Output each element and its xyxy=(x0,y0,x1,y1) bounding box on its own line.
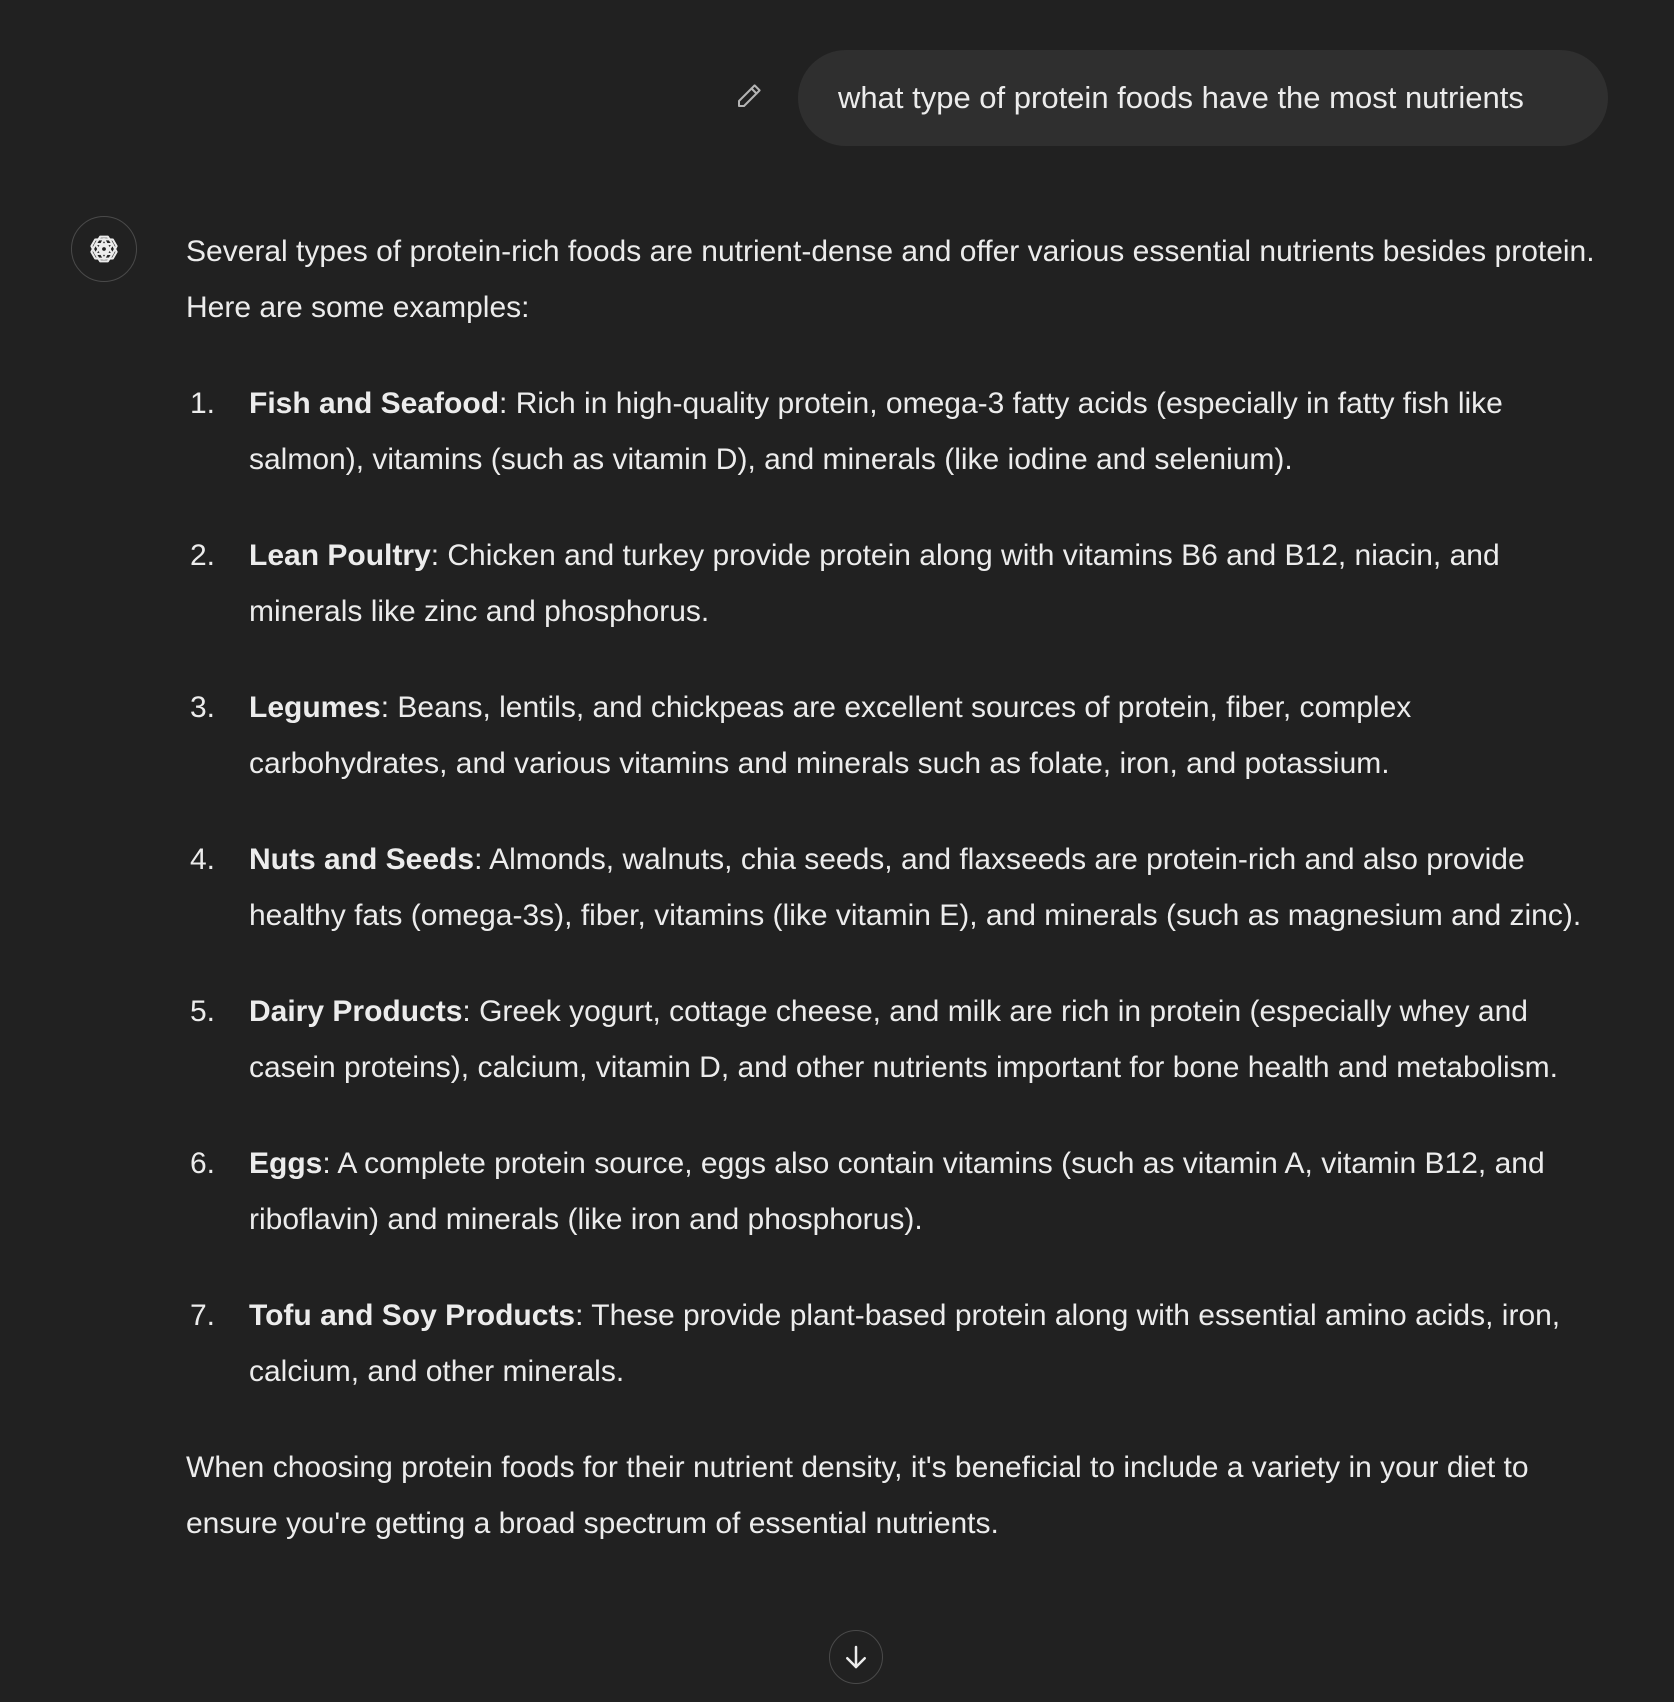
list-number: 4. xyxy=(190,843,216,876)
item-title: Dairy Products xyxy=(249,995,463,1028)
list-item xyxy=(186,528,1606,640)
openai-logo-icon xyxy=(85,230,123,268)
list-item xyxy=(186,680,1606,792)
item-text: : Rich in high-quality protein, omega-3 fatty acids (especially in fatty fish like salmon), vitamins (such as vitamin D), and minerals (like iodine and selenium). xyxy=(249,387,1503,476)
assistant-message xyxy=(186,224,1606,1552)
item-title: Nuts and Seeds xyxy=(249,843,475,876)
list-number: 2. xyxy=(190,539,216,572)
user-message-bubble xyxy=(798,50,1608,146)
assistant-avatar xyxy=(71,216,137,282)
item-title: Fish and Seafood xyxy=(249,387,500,420)
item-title: Legumes xyxy=(249,691,381,724)
edit-message-button[interactable] xyxy=(732,79,766,113)
arrow-down-icon xyxy=(841,1642,871,1672)
list-item xyxy=(186,1288,1606,1400)
user-message-text: what type of protein foods have the most nutrients xyxy=(838,80,1524,115)
item-text: : A complete protein source, eggs also contain vitamins (such as vitamin A, vitamin B12, and riboflavin) and minerals (like iron and phosphorus). xyxy=(249,1147,1545,1236)
list-number: 3. xyxy=(190,691,216,724)
item-text: : Beans, lentils, and chickpeas are excellent sources of protein, fiber, complex carbohydrates, and various vitamins and minerals such as folate, iron, and potassium. xyxy=(249,691,1412,780)
list-item xyxy=(186,832,1606,944)
item-title: Eggs xyxy=(249,1147,323,1180)
answer-outro: When choosing protein foods for their nutrient density, it's beneficial to include a variety in your diet to ensure you're getting a broad spectrum of essential nutrients. xyxy=(186,1451,1529,1540)
pencil-icon xyxy=(734,81,764,111)
item-title: Tofu and Soy Products xyxy=(249,1299,576,1332)
list-item xyxy=(186,984,1606,1096)
list-number: 7. xyxy=(190,1299,216,1332)
item-text: : Chicken and turkey provide protein along with vitamins B6 and B12, niacin, and minerals like zinc and phosphorus. xyxy=(249,539,1500,628)
answer-intro: Several types of protein-rich foods are nutrient-dense and offer various essential nutrients besides protein. Here are some examples: xyxy=(186,235,1595,324)
list-number: 5. xyxy=(190,995,216,1028)
list-number: 1. xyxy=(190,387,216,420)
item-title: Lean Poultry xyxy=(249,539,431,572)
item-text: : These provide plant-based protein along with essential amino acids, iron, calcium, and other minerals. xyxy=(249,1299,1561,1388)
scroll-to-bottom-button[interactable] xyxy=(829,1630,883,1684)
list-number: 6. xyxy=(190,1147,216,1180)
list-item xyxy=(186,1136,1606,1248)
nutrient-list xyxy=(186,376,1606,1400)
item-text: : Greek yogurt, cottage cheese, and milk are rich in protein (especially whey and casein proteins), calcium, vitamin D, and other nutrients important for bone health and metabolism. xyxy=(249,995,1558,1084)
list-item xyxy=(186,376,1606,488)
item-text: : Almonds, walnuts, chia seeds, and flaxseeds are protein-rich and also provide healthy fats (omega-3s), fiber, vitamins (like vitamin E), and minerals (such as magnesium and zinc). xyxy=(249,843,1582,932)
